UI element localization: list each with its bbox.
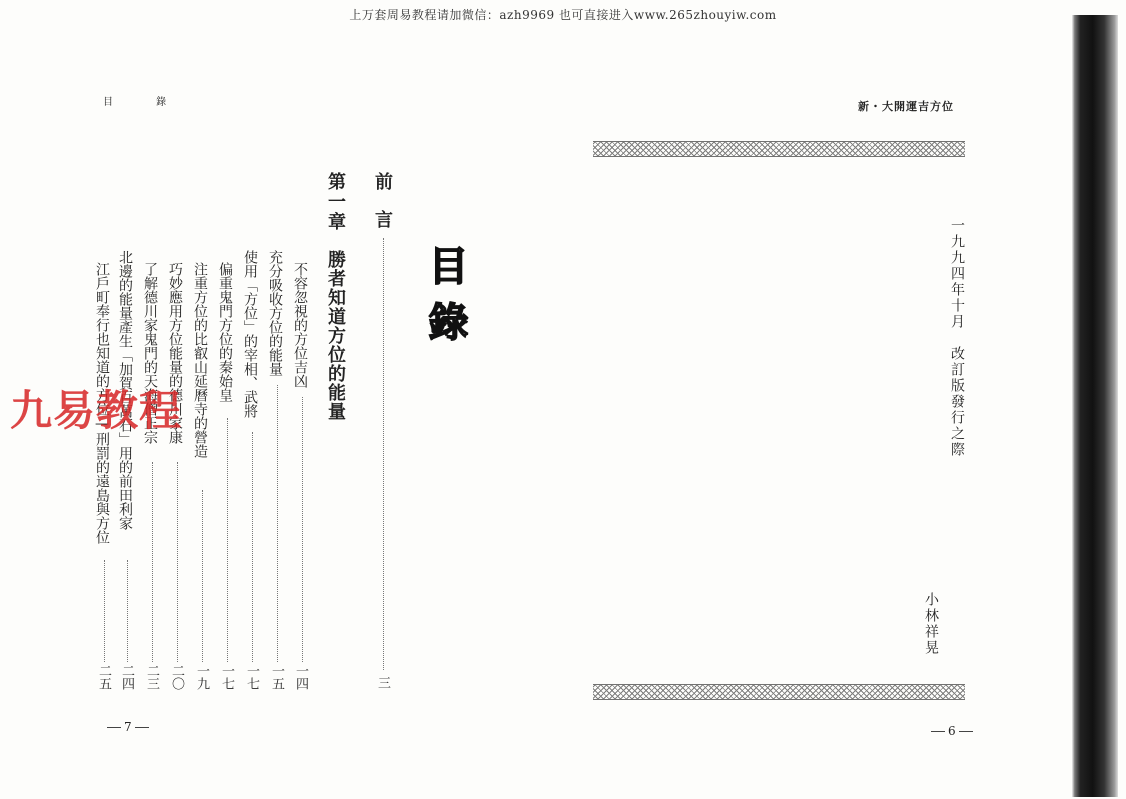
revision-date-line: 一九九四年十月 改訂版發行之際 xyxy=(949,218,965,458)
toc-entry: 偏重鬼門方位的秦始皇 xyxy=(217,262,233,402)
toc-chapter-title: 勝者知道方位的能量 xyxy=(325,250,346,421)
toc-entry-page: 一七 xyxy=(244,664,259,690)
toc-leader xyxy=(277,385,278,662)
toc-leader xyxy=(227,418,228,662)
toc-leader xyxy=(302,397,303,662)
page-number-left: 7 xyxy=(104,720,152,734)
running-head-right: 新・大開運吉方位 xyxy=(858,100,954,113)
author-name: 小林祥晃 xyxy=(923,592,939,656)
toc-entry: 江戶町奉行也知道的方位—刑罰的遠島與方位 xyxy=(94,262,110,544)
watermark: 九易教程 xyxy=(10,386,183,435)
decorative-border-bottom xyxy=(593,684,965,700)
toc-entry-page: 二三 xyxy=(144,664,159,690)
toc-leader xyxy=(177,462,178,662)
toc-leader xyxy=(383,238,384,670)
contents-title: 目錄 xyxy=(422,245,469,357)
toc-chapter-label: 第一章 xyxy=(325,172,346,232)
toc-entry-page: 一四 xyxy=(293,664,308,690)
toc-leader xyxy=(104,560,105,662)
toc-entry: 了解德川家鬼門的天海僧正宗 xyxy=(142,262,158,444)
toc-entry-page: 二〇 xyxy=(169,664,184,690)
toc-entry: 不容忽視的方位吉凶 xyxy=(292,262,308,388)
toc-entry: 北邊的能量產生「加賀百萬石」用的前田利家 xyxy=(117,250,133,530)
toc-preface-page: 三 xyxy=(375,676,390,689)
toc-leader xyxy=(152,462,153,662)
toc-leader xyxy=(127,560,128,662)
toc-entry: 巧妙應用方位能量的德川家康 xyxy=(167,262,183,444)
toc-entry-page: 一七 xyxy=(219,664,234,690)
decorative-border-top xyxy=(593,141,965,157)
toc-leader xyxy=(202,490,203,662)
header-banner: 上万套周易教程请加微信：azh9969 也可直接进入www.265zhouyiw.com xyxy=(349,8,777,22)
running-head-left: 目 錄 xyxy=(103,97,187,108)
toc-leader xyxy=(252,432,253,662)
toc-entry-page: 一九 xyxy=(194,664,209,690)
toc-entry-page: 二四 xyxy=(119,664,134,690)
book-spine-shadow xyxy=(1072,15,1118,797)
toc-preface-title: 前言 xyxy=(372,172,393,248)
toc-entry-page: 一五 xyxy=(269,664,284,690)
toc-entry: 充分吸收方位的能量 xyxy=(267,250,283,376)
page-number-right: 6 xyxy=(928,724,976,738)
toc-entry: 注重方位的比叡山延曆寺的營造 xyxy=(192,262,208,458)
toc-entry-page: 二五 xyxy=(96,664,111,690)
toc-entry: 使用「方位」的宰相、武將 xyxy=(242,250,258,418)
